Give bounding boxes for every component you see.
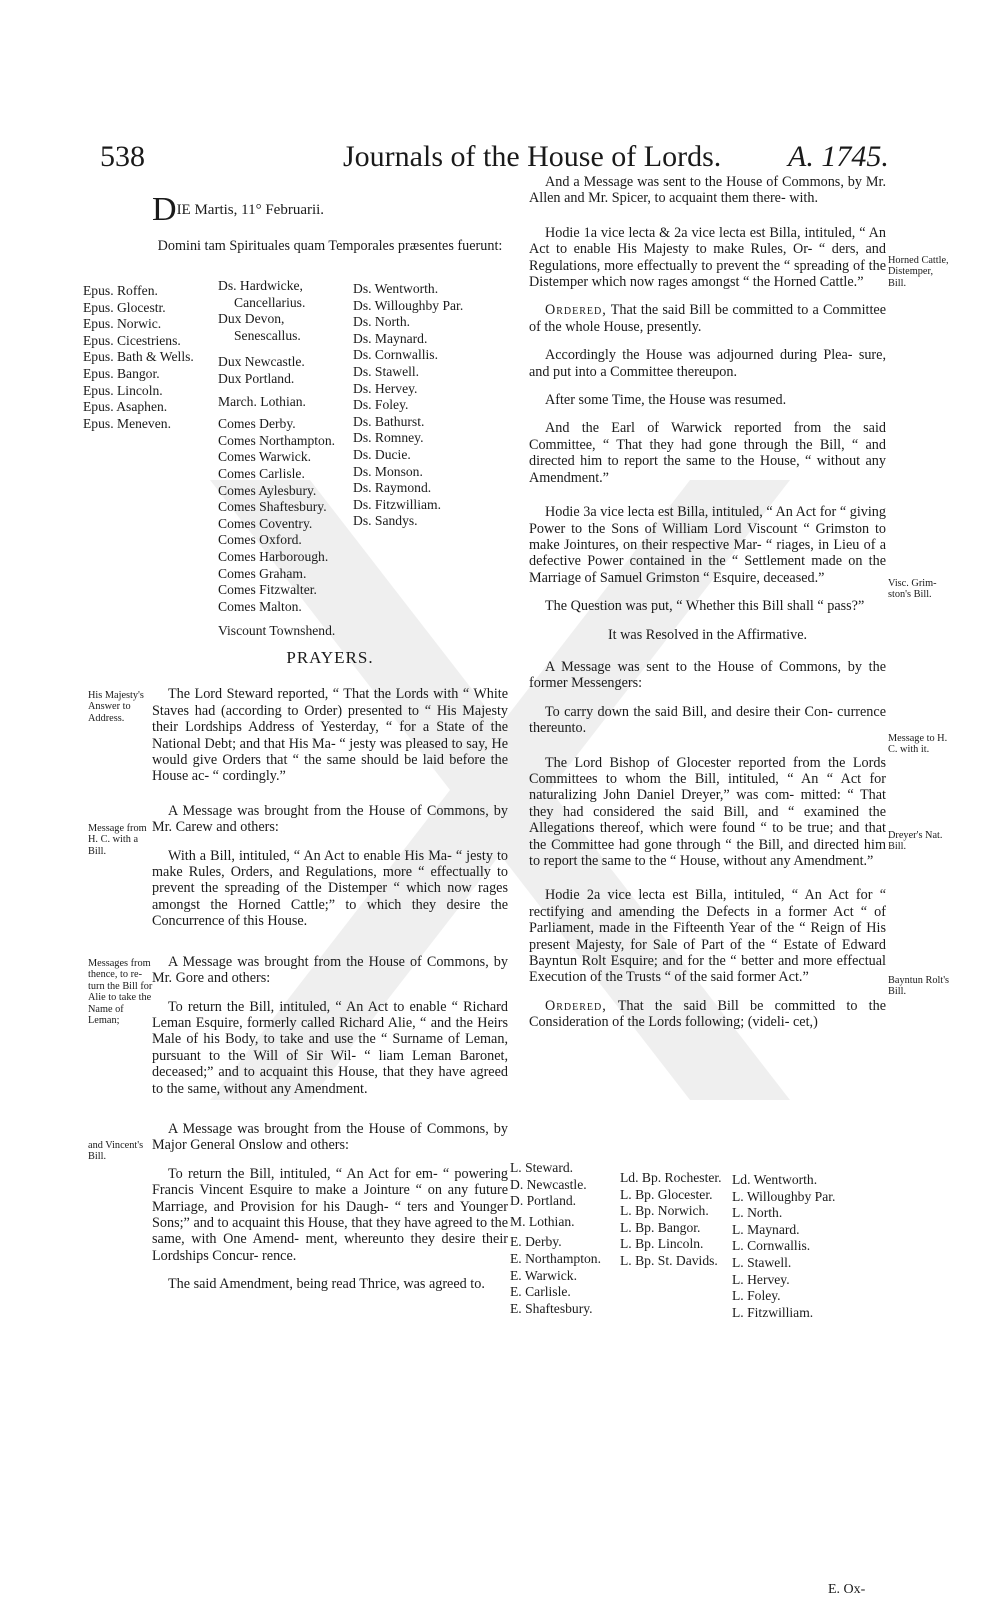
lord-entry: Ds. Sandys. (353, 513, 418, 529)
lord-entry: Comes Warwick. (218, 449, 312, 465)
margin-note: Horned Cattle, Distemper, Bill. (888, 255, 949, 289)
present-heading: Domini tam Spirituales quam Temporales præsentes fuerunt: (157, 238, 503, 254)
lord-entry: Comes Northampton. (218, 432, 336, 448)
committee-col2 (620, 1170, 722, 1270)
page-number: 538 (100, 140, 145, 173)
committee-member: E. Derby. (510, 1234, 562, 1250)
lord-entry: Comes Fitzwalter. (218, 582, 317, 598)
lord-entry: Ds. Monson. (353, 463, 423, 479)
lord-entry: Dux Portland. (218, 370, 295, 386)
left-column-body (152, 640, 508, 1305)
lord-entry: Ds. Cornwallis. (353, 347, 438, 363)
lord-entry: Comes Carlisle. (218, 465, 305, 481)
lord-entry: Ds. Romney. (353, 430, 424, 446)
paragraph-message-allen: And a Message was sent to the House of Commons, by Mr. Allen and Mr. Spicer, to acquaint them there- with. (529, 174, 886, 207)
committee-member: L. Cornwallis. (732, 1238, 811, 1254)
lord-entry: Senescallus. (234, 327, 301, 343)
paragraph-dreyer-report: The Lord Bishop of Glocester reported from the Lords Committees to whom the Bill, intituled, “ An “ Act for naturalizing John Daniel Dreyer,” was com- mitted: “ That they had considered the said Bill, and “ examined the Allegations thereof, which were found “ to be true; and that the Committee had gone through “ the Bill, and directed him to report the same to the “ House, without any Amendment.” (529, 754, 886, 869)
lord-entry: Epus. Meneven. (83, 415, 171, 431)
dropcap: D (152, 191, 177, 228)
lord-entry: Ds. Willoughby Par. (353, 297, 464, 313)
catchword: E. Ox- (828, 1582, 866, 1597)
committee-member: L. Bp. St. Davids. (620, 1252, 718, 1268)
date-text: IE Martis, 11° Februarii. (176, 202, 325, 218)
lord-entry: Ds. Stawell. (353, 363, 420, 379)
ordered-text: That the said Bill be committed to a Committee of the whole House, presently. (529, 302, 886, 335)
lord-entry: Comes Harborough. (218, 548, 329, 564)
prayers-heading: PRAYERS. (286, 648, 374, 667)
lord-entry: Epus. Bangor. (83, 365, 160, 381)
page-title: Journals of the House of Lords. (343, 140, 722, 173)
margin-note: and Vincent's Bill. (88, 1140, 144, 1163)
ordered-text: That the said Bill be committed to the Consideration of the Lords following; (videli- cet,) (529, 997, 886, 1031)
paragraph-carry-bill: To carry down the said Bill, and desire their Con- currence thereunto. (529, 703, 886, 737)
lord-entry: Ds. Foley. (353, 397, 409, 413)
paragraph-bayntun-reading: Hodie 2a vice lecta est Billa, intituled, “ An Act for “ rectifying and amending the Defects in a former Act “ of Parliament, made in the Fifteenth Year of the “ Reign of His present Majesty, for Sale of Part of the “ Estate of Edward Bayntun Rolt Esquire; and for the “ better and more effectual Execution of the Trusts “ of the said former Act.” (529, 887, 886, 986)
lord-entry: Comes Graham. (218, 565, 307, 581)
committee-member: L. Hervey. (732, 1271, 790, 1287)
ordered-label: Ordered, (545, 302, 607, 319)
lords-present-col1 (83, 283, 194, 432)
lord-entry: Comes Shaftesbury. (218, 499, 327, 515)
committee-member: L. Stawell. (732, 1254, 792, 1270)
lord-entry: Comes Coventry. (218, 515, 313, 531)
right-column (529, 174, 886, 1043)
paragraph-adjourned: Accordingly the House was adjourned during Plea- sure, and put into a Committee thereupon. (529, 347, 886, 380)
paragraph-resumed: After some Time, the House was resumed. (545, 392, 787, 409)
committee-member: L. North. (732, 1205, 783, 1221)
lords-present-col2 (218, 278, 335, 640)
left-column (152, 191, 508, 264)
lord-entry: Comes Aylesbury. (218, 482, 317, 498)
committee-member: M. Lothian. (510, 1213, 575, 1229)
lord-entry: Ds. Hardwicke, (218, 278, 303, 293)
paragraph-resolved: It was Resolved in the Affirmative. (607, 626, 808, 643)
session-date (152, 191, 508, 228)
committee-member: E. Shaftesbury. (510, 1300, 593, 1316)
page-year: A. 1745. (788, 140, 889, 173)
committee-member: E. Northampton. (510, 1250, 601, 1266)
lord-entry: Ds. North. (353, 314, 411, 330)
committee-member: L. Steward. (510, 1160, 574, 1175)
paragraph-bill-distemper: With a Bill, intituled, “ An Act to enable His Ma- “ jesty to make Rules, Orders, and Regulations, more “ effectually to prevent the spreading of the Distemper “ which now rages amongst the Horned Cattle;” to which they desire the Concurrence of this House. (152, 847, 508, 930)
margin-note: Message from H. C. with a Bill. (88, 823, 147, 857)
lords-present-col3 (353, 281, 463, 530)
committee-member: D. Portland. (510, 1193, 577, 1209)
margin-note: His Majesty's Answer to Address. (88, 690, 144, 724)
paragraph-message-carew: A Message was brought from the House of Commons, by Mr. Carew and others: (152, 802, 508, 836)
paragraph-bill-leman: To return the Bill, intituled, “ An Act to enable “ Richard Leman Esquire, formerly called Richard Alie, “ and the Heirs Male of his Body, to take and use the “ Surname of Leman, pursuant to the Will of Sir Wil- “ liam Leman Baronet, deceased;” and to acquaint this House, that they have agreed to the same, without any Amendment. (152, 998, 508, 1097)
paragraph-ordered-committee (529, 302, 886, 335)
paragraph-steward-report: The Lord Steward reported, “ That the Lords with “ White Staves had (according to Order) presented to “ His Majesty their Lordships Address of Yesterday, “ for a State of the National Debt; and that His Ma- “ jesty was pleased to say, He would give Orders that “ the same should be laid before the House ac- “ cordingly.” (152, 686, 508, 785)
committee-member: Ld. Bp. Rochester. (620, 1170, 722, 1185)
lord-entry: Ds. Ducie. (353, 446, 411, 462)
lord-entry: Ds. Fitzwilliam. (353, 496, 441, 512)
paragraph-horned-cattle-reading: Hodie 1a vice lecta & 2a vice lecta est Billa, intituled, “ An Act to enable His Majesty to make Rules, Or- “ ders, and Regulations, more effectually to prevent the “ spreading of the Distemper which now rages amongst “ the Horned Cattle.” (529, 224, 886, 291)
ordered-label: Ordered, (545, 997, 607, 1014)
committee-member: L. Willoughby Par. (732, 1188, 836, 1204)
committee-col3 (732, 1172, 835, 1321)
lord-entry: Dux Newcastle. (218, 354, 305, 370)
paragraph-ordered-lords (529, 998, 886, 1031)
committee-member: L. Bp. Bangor. (620, 1219, 701, 1235)
paragraph-bill-vincent: To return the Bill, intituled, “ An Act for em- “ powering Francis Vincent Esquire to make a Jointure “ on any future Marriage, and Provision for his Daugh- “ ters and Younger Sons;” and to acquaint this House, that they have agreed to the same, with One Amend- ment, whereunto they desire their Lordships Concur- rence. (152, 1165, 508, 1264)
lord-entry: Epus. Glocestr. (83, 299, 166, 315)
paragraph-message-sent: A Message was sent to the House of Commons, by the former Messengers: (529, 658, 886, 692)
margin-note: Bayntun Rolt's Bill. (888, 975, 950, 998)
committee-member: E. Warwick. (510, 1267, 577, 1283)
lord-entry: Comes Derby. (218, 416, 296, 432)
lord-entry: Epus. Asaphen. (83, 399, 168, 415)
lord-entry: Ds. Wentworth. (353, 281, 439, 296)
lord-entry: March. Lothian. (218, 393, 306, 409)
lord-entry: Dux Devon, (218, 311, 285, 327)
margin-note: Dreyer's Nat. Bill. (888, 830, 943, 853)
committee-member: L. Fitzwilliam. (732, 1304, 814, 1320)
margin-note: Visc. Grim- ston's Bill. (888, 578, 937, 601)
committee-member: E. Carlisle. (510, 1284, 571, 1300)
margin-note: Messages from thence, to re- turn the Bill for Alie to take the Name of Leman; (88, 958, 153, 1027)
committee-member: L. Foley. (732, 1288, 781, 1304)
paragraph-question-put: The Question was put, “ Whether this Bill shall “ pass?” (545, 598, 865, 615)
lord-entry: Ds. Raymond. (353, 480, 432, 496)
paragraph-grimston-reading: Hodie 3a vice lecta est Billa, intituled, “ An Act for “ giving Power to the Sons of William Lord Viscount “ Grimston to make Jointures, on their respective Mar- “ riages, in Lieu of a defective Power contained in the “ Settlement made on the Marriage of Samuel Grimston “ Esquire, deceased.” (529, 504, 886, 586)
lord-entry: Comes Malton. (218, 598, 302, 614)
committee-member: L. Maynard. (732, 1221, 800, 1237)
committee-member: Ld. Wentworth. (732, 1172, 818, 1187)
lord-entry: Epus. Cicestriens. (83, 332, 181, 348)
lord-entry: Viscount Townshend. (218, 623, 336, 639)
committee-member: L. Bp. Lincoln. (620, 1236, 704, 1252)
committee-member: L. Bp. Norwich. (620, 1203, 709, 1219)
paragraph-amendment-agreed: The said Amendment, being read Thrice, was agreed to. (168, 1276, 485, 1293)
paragraph-warwick-report: And the Earl of Warwick reported from the said Committee, “ That they had gone through the Bill, “ and directed him to report the same to the House, “ without any Amendment.” (529, 420, 886, 486)
lord-entry: Ds. Bathurst. (353, 413, 425, 429)
lord-entry: Epus. Roffen. (83, 283, 158, 298)
lord-entry: Epus. Bath & Wells. (83, 349, 194, 365)
margin-note: Message to H. C. with it. (888, 733, 948, 756)
lord-entry: Cancellarius. (234, 294, 306, 310)
lord-entry: Comes Oxford. (218, 532, 302, 548)
lord-entry: Ds. Maynard. (353, 330, 428, 346)
paragraph-message-gore: A Message was brought from the House of Commons, by Mr. Gore and others: (152, 953, 508, 987)
committee-col1 (510, 1160, 601, 1317)
paragraph-message-onslow: A Message was brought from the House of Commons, by Major General Onslow and others: (152, 1120, 508, 1154)
lord-entry: Ds. Hervey. (353, 380, 418, 396)
lord-entry: Epus. Norwic. (83, 316, 162, 332)
committee-member: L. Bp. Glocester. (620, 1186, 713, 1202)
committee-member: D. Newcastle. (510, 1176, 587, 1192)
lord-entry: Epus. Lincoln. (83, 382, 163, 398)
